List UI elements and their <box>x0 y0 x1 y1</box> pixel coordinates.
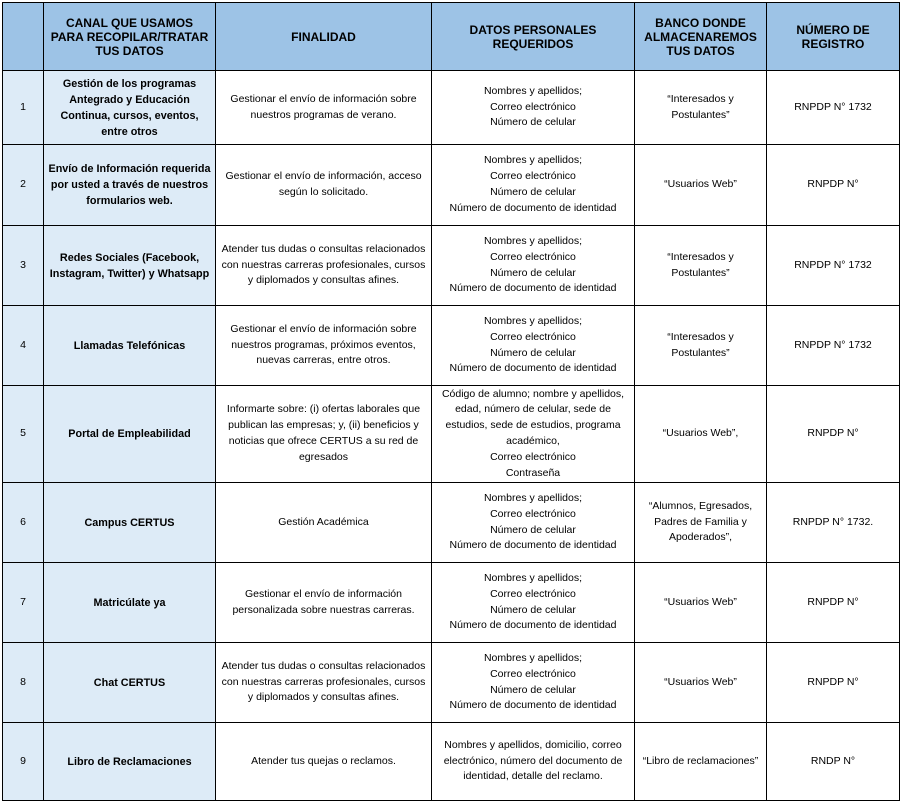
database-cell: “Interesados y Postulantes” <box>635 226 767 306</box>
database-cell: “Usuarios Web” <box>635 145 767 226</box>
personal-data-cell: Nombres y apellidos; Correo electrónico Número de celular Número de documento de identidad <box>432 563 635 643</box>
row-number: 1 <box>3 71 44 145</box>
purpose-cell: Atender tus dudas o consultas relacionados con nuestras carreras profesionales, cursos y diplomados y consultas afines. <box>216 643 432 723</box>
table-row <box>3 306 900 386</box>
table-row <box>3 563 900 643</box>
data-channels-table <box>2 2 900 801</box>
table-row <box>3 723 900 801</box>
registration-cell: RNPDP N° 1732 <box>767 306 900 386</box>
channel-cell: Libro de Reclamaciones <box>44 723 216 801</box>
database-cell: “Usuarios Web” <box>635 563 767 643</box>
header-database: BANCO DONDE ALMACENAREMOS TUS DATOS <box>635 3 767 71</box>
personal-data-cell: Nombres y apellidos; Correo electrónico Número de celular <box>432 71 635 145</box>
row-number: 9 <box>3 723 44 801</box>
row-number: 4 <box>3 306 44 386</box>
header-number <box>3 3 44 71</box>
table-row <box>3 643 900 723</box>
registration-cell: RNPDP N° 1732 <box>767 226 900 306</box>
registration-cell: RNPDP N° 1732. <box>767 483 900 563</box>
channel-cell: Redes Sociales (Facebook, Instagram, Twitter) y Whatsapp <box>44 226 216 306</box>
row-number: 3 <box>3 226 44 306</box>
row-number: 6 <box>3 483 44 563</box>
channel-cell: Gestión de los programas Antegrado y Educación Continua, cursos, eventos, entre otros <box>44 71 216 145</box>
channel-cell: Matricúlate ya <box>44 563 216 643</box>
personal-data-cell: Nombres y apellidos; Correo electrónico Número de celular Número de documento de identidad <box>432 643 635 723</box>
channel-cell: Portal de Empleabilidad <box>44 386 216 483</box>
header-purpose: FINALIDAD <box>216 3 432 71</box>
purpose-cell: Gestionar el envío de información personalizada sobre nuestras carreras. <box>216 563 432 643</box>
header-personal-data: DATOS PERSONALES REQUERIDOS <box>432 3 635 71</box>
table-row <box>3 226 900 306</box>
registration-cell: RNPDP N° <box>767 643 900 723</box>
table-row <box>3 386 900 483</box>
channel-cell: Llamadas Telefónicas <box>44 306 216 386</box>
purpose-cell: Gestión Académica <box>216 483 432 563</box>
personal-data-cell: Código de alumno; nombre y apellidos, edad, número de celular, sede de estudios, sede de estudios, programa académico, Correo electrónico Contraseña <box>432 386 635 483</box>
purpose-cell: Gestionar el envío de información, acceso según lo solicitado. <box>216 145 432 226</box>
channel-cell: Envío de Información requerida por usted a través de nuestros formularios web. <box>44 145 216 226</box>
database-cell: “Alumnos, Egresados, Padres de Familia y Apoderados”, <box>635 483 767 563</box>
channel-cell: Campus CERTUS <box>44 483 216 563</box>
purpose-cell: Informarte sobre: (i) ofertas laborales que publican las empresas; y, (ii) beneficios y noticias que ofrece CERTUS a su red de egresados <box>216 386 432 483</box>
row-number: 7 <box>3 563 44 643</box>
header-row <box>3 3 900 71</box>
purpose-cell: Atender tus dudas o consultas relacionados con nuestras carreras profesionales, cursos y diplomados y consultas afines. <box>216 226 432 306</box>
personal-data-cell: Nombres y apellidos; Correo electrónico Número de celular Número de documento de identidad <box>432 483 635 563</box>
personal-data-cell: Nombres y apellidos; Correo electrónico Número de celular Número de documento de identidad <box>432 226 635 306</box>
row-number: 8 <box>3 643 44 723</box>
table-row <box>3 71 900 145</box>
database-cell: “Interesados y Postulantes” <box>635 306 767 386</box>
registration-cell: RNPDP N° <box>767 563 900 643</box>
purpose-cell: Gestionar el envío de información sobre nuestros programas, próximos eventos, nuevas carreras, entre otros. <box>216 306 432 386</box>
registration-cell: RNPDP N° 1732 <box>767 71 900 145</box>
personal-data-cell: Nombres y apellidos; Correo electrónico Número de celular Número de documento de identidad <box>432 145 635 226</box>
header-registration: NÚMERO DE REGISTRO <box>767 3 900 71</box>
table-row <box>3 145 900 226</box>
personal-data-cell: Nombres y apellidos, domicilio, correo electrónico, número del documento de identidad, detalle del reclamo. <box>432 723 635 801</box>
personal-data-cell: Nombres y apellidos; Correo electrónico Número de celular Número de documento de identidad <box>432 306 635 386</box>
database-cell: “Usuarios Web”, <box>635 386 767 483</box>
table-row <box>3 483 900 563</box>
registration-cell: RNPDP N° <box>767 145 900 226</box>
database-cell: “Usuarios Web” <box>635 643 767 723</box>
row-number: 2 <box>3 145 44 226</box>
row-number: 5 <box>3 386 44 483</box>
header-channel: CANAL QUE USAMOS PARA RECOPILAR/TRATAR TUS DATOS <box>44 3 216 71</box>
purpose-cell: Gestionar el envío de información sobre nuestros programas de verano. <box>216 71 432 145</box>
registration-cell: RNPDP N° <box>767 386 900 483</box>
registration-cell: RNDP N° <box>767 723 900 801</box>
channel-cell: Chat CERTUS <box>44 643 216 723</box>
database-cell: “Interesados y Postulantes” <box>635 71 767 145</box>
database-cell: “Libro de reclamaciones” <box>635 723 767 801</box>
purpose-cell: Atender tus quejas o reclamos. <box>216 723 432 801</box>
